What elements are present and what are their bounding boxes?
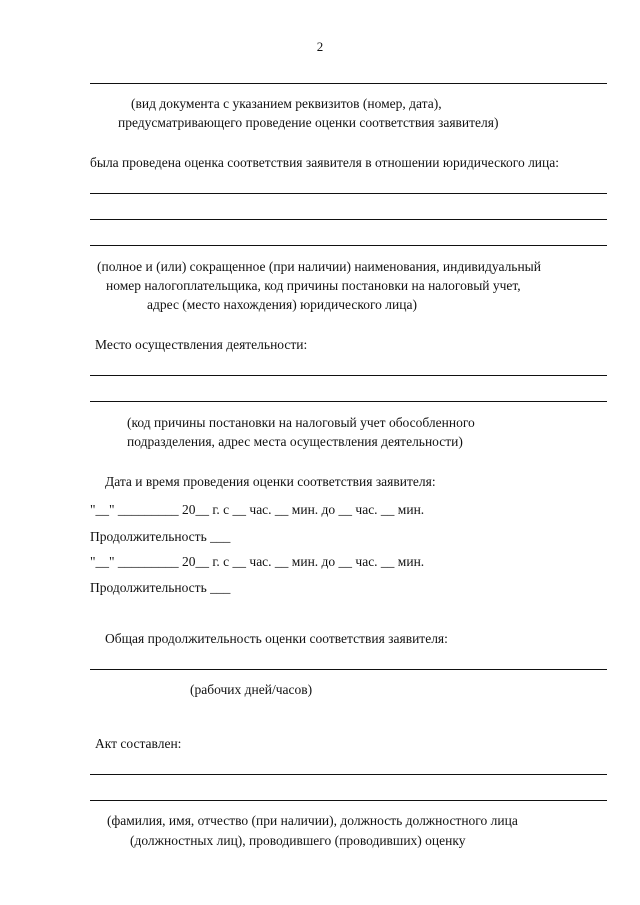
branch-caption-line-1: (код причины постановки на налоговый учет обособленного (127, 415, 475, 430)
act-label: Акт составлен: (95, 736, 182, 751)
official-caption-line-2: (должностных лиц), проводившего (проводивших) оценку (130, 833, 466, 848)
total-fill-line (90, 669, 607, 670)
official-caption-line-1: (фамилия, имя, отчество (при наличии), должность должностного лица (107, 813, 518, 828)
activity-fill-line-1 (90, 375, 607, 376)
duration-row-2: Продолжительность ___ (90, 580, 231, 595)
document-caption-line-2: предусматривающего проведение оценки соответствия заявителя) (118, 115, 499, 130)
page-number: 2 (316, 39, 324, 54)
entity-caption-line-1: (полное и (или) сокращенное (при наличии) наименования, индивидуальный (97, 259, 541, 274)
official-fill-line-1 (90, 774, 607, 775)
activity-fill-line-2 (90, 401, 607, 402)
entity-caption-line-2: номер налогоплательщика, код причины постановки на налоговый учет, (106, 278, 521, 293)
branch-caption-line-2: подразделения, адрес места осуществления деятельности) (127, 434, 463, 449)
official-fill-line-2 (90, 800, 607, 801)
assessment-statement: была проведена оценка соответствия заявителя в отношении юридического лица: (90, 155, 559, 170)
total-caption: (рабочих дней/часов) (190, 682, 313, 697)
entity-fill-line-1 (90, 193, 607, 194)
entity-fill-line-2 (90, 219, 607, 220)
schedule-row-2: "__" _________ 20__ г. с __ час. __ мин. до __ час. __ мин. (90, 554, 425, 569)
total-duration-label: Общая продолжительность оценки соответствия заявителя: (105, 631, 448, 646)
schedule-row-1: "__" _________ 20__ г. с __ час. __ мин. до __ час. __ мин. (90, 502, 425, 517)
duration-row-1: Продолжительность ___ (90, 529, 231, 544)
entity-fill-line-3 (90, 245, 607, 246)
activity-place-label: Место осуществления деятельности: (95, 337, 308, 352)
document-fill-line (90, 83, 607, 84)
document-caption-line-1: (вид документа с указанием реквизитов (номер, дата), (131, 96, 442, 111)
datetime-label: Дата и время проведения оценки соответствия заявителя: (105, 474, 436, 489)
entity-caption-line-3: адрес (место нахождения) юридического лица) (147, 297, 417, 312)
